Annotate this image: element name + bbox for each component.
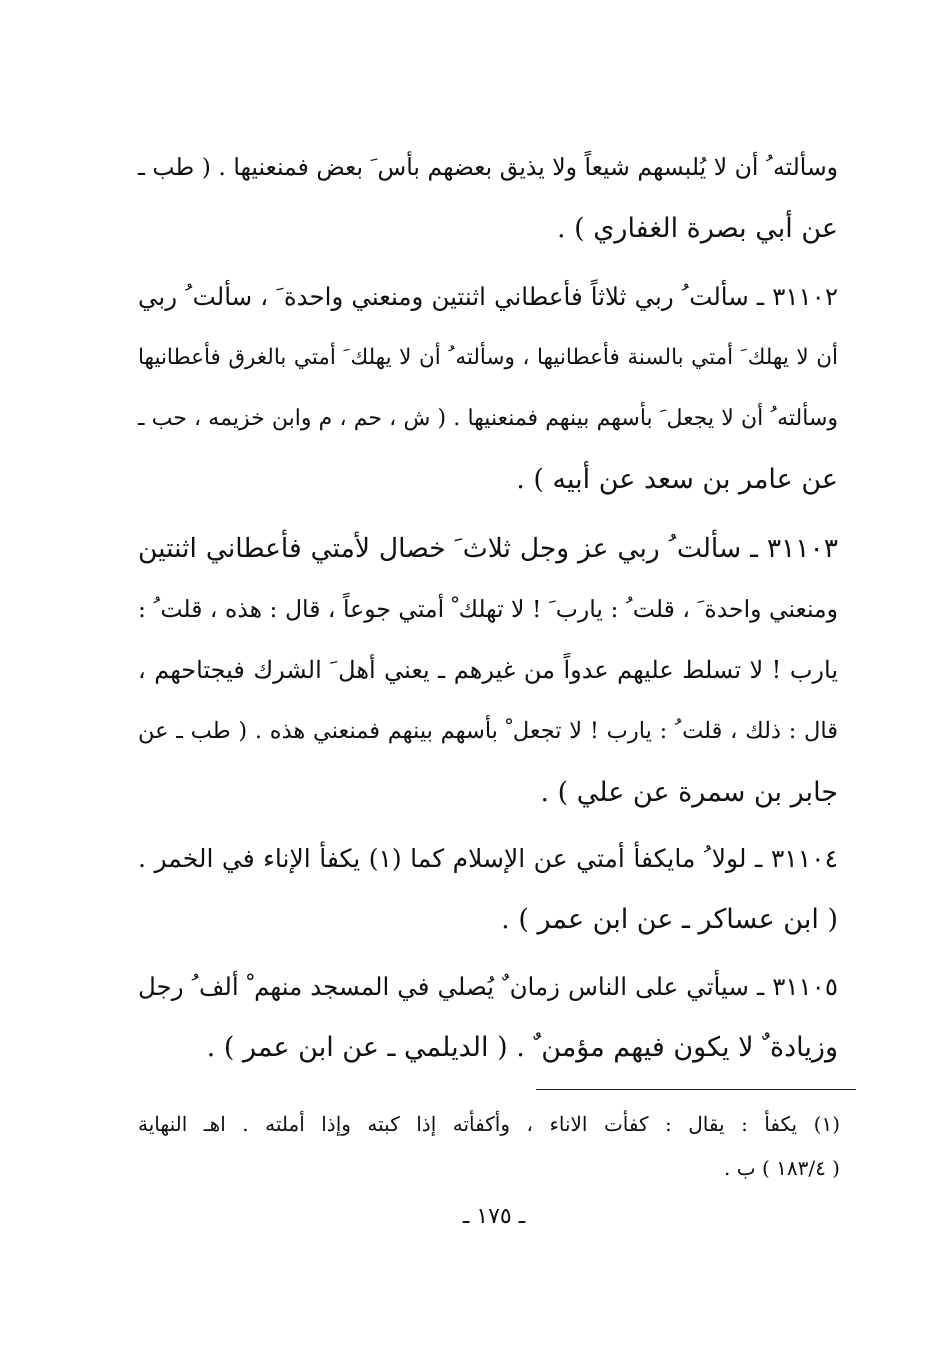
text-line: وزيادة ٌ لا يكون فيهم مؤمن ٌ . ( الديلمي ـ عن ابن عمر ) . [206,1032,838,1063]
text-line: قال : ذلك ، قلت ُ : يارب ! لا تجعل ْ بأسهم بينهم فمنعني هذه . ( طب ـ عن [138,718,838,744]
paragraph-1 [138,137,838,259]
footnote-line: ( ١٨٣/٤ ) ب . [724,1156,840,1180]
footnote-line: (١) يكفأ : يقال : كفأت الاناء ، وأكفأته إذا كبته وإذا أملته . اهـ النهاية [138,1112,840,1136]
text-line: ٣١١٠٢ ـ سألت ُ ربي ثلاثاً فأعطاني اثنتين ومنعني واحدة َ ، سألت ُ ربي [138,282,838,311]
hadith-31105 [138,956,838,1078]
footnote [138,1102,840,1190]
text-line: ٣١١٠٥ ـ سيأتي على الناس زمان ٌ يُصلي في المسجد منهم ْ ألف ُ رجل [138,972,838,1001]
page-number: ـ ١٧٥ ـ [462,1204,526,1229]
text-line: جابر بن سمرة عن علي ) . [540,777,838,808]
text-line: وسألته ُ أن لا يُلبسهم شيعاً ولا يذيق بعضهم بأس َ بعض فمنعنيها . ( طب ـ [138,153,838,181]
text-line: ومنعني واحدة َ ، قلت ُ : يارب َ ! لا تهلك ْ أمتي جوعاً ، قال : هذه ، قلت ُ : [138,595,838,623]
text-line: وسألته ُ أن لا يجعل َ بأسهم بينهم فمنعنيها . ( ش ، حم ، م وابن خزيمه ، حب ـ [138,406,838,431]
text-line: يارب ! لا تسلط عليهم عدواً من غيرهم ـ يعني أهل َ الشرك فيجتاحهم ، [138,656,838,684]
text-line: ٣١١٠٣ ـ سألت ُ ربي عز وجل ثلاث َ خصال لأمتي فأعطاني اثنتين [138,533,838,564]
hadith-31104 [138,828,838,950]
text-line: عن أبي بصرة الغفاري ) . [557,213,838,244]
text-line: ٣١١٠٤ ـ لولا ُ مايكفأ أمتي عن الإسلام كما (١) يكفأ الإناء في الخمر . [138,844,838,873]
hadith-31103 [138,518,838,823]
text-line: عن عامر بن سعد عن أبيه ) . [516,464,838,495]
footnote-divider [536,1089,856,1090]
text-line: أن لا يهلك َ أمتي بالسنة فأعطانيها ، وسألته ُ أن لا يهلك َ أمتي بالغرق فأعطانيها [138,345,838,370]
text-line: ( ابن عساكر ـ عن ابن عمر ) . [501,904,838,935]
hadith-31102 [138,266,838,510]
